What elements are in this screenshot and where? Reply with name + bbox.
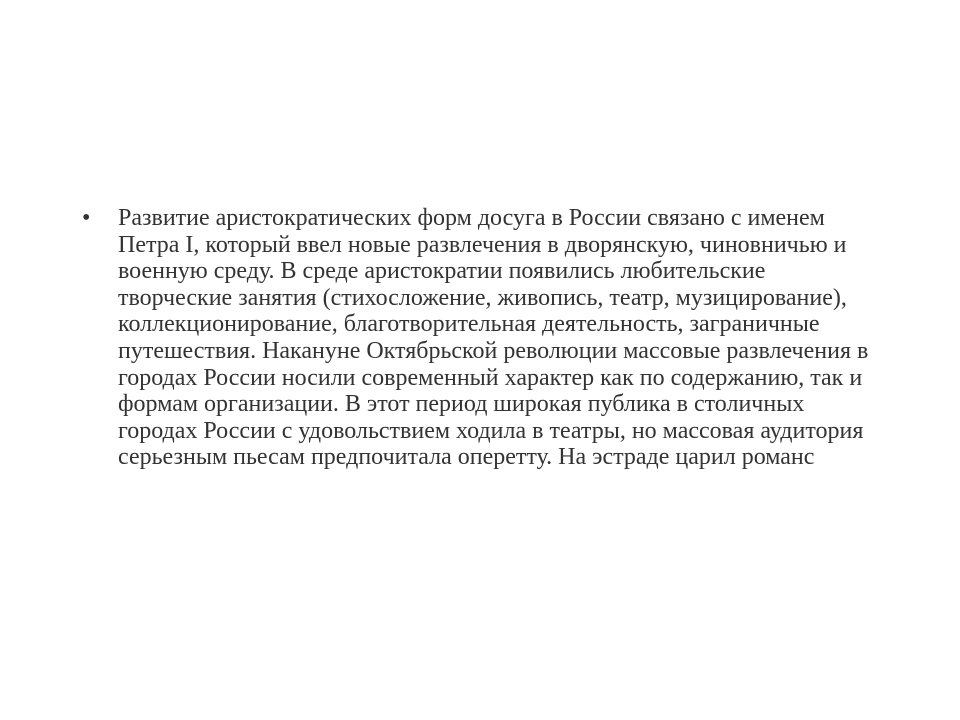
bullet-text: Развитие аристократических форм досуга в России связано с именем Петра I, который ввел новые развлечения в дворянскую, чиновничью и военную среду. В среде аристократии появились любительские творческие занятия (стихосложение, живопись, театр, музицирование), коллекционирование, благотворительная деятельность, заграничные путешествия. Накануне Октябрьской революции массовые развлечения в городах России носили современный характер как по содержанию, так и формам организации. В этот период широкая публика в столичных городах России с удовольствием ходила в театры, но массовая аудитория серьезным пьесам предпочитала оперетту. На эстраде царил романс <box>118 205 869 471</box>
bullet-item <box>82 205 872 471</box>
bullet-dot-icon: • <box>82 205 91 231</box>
